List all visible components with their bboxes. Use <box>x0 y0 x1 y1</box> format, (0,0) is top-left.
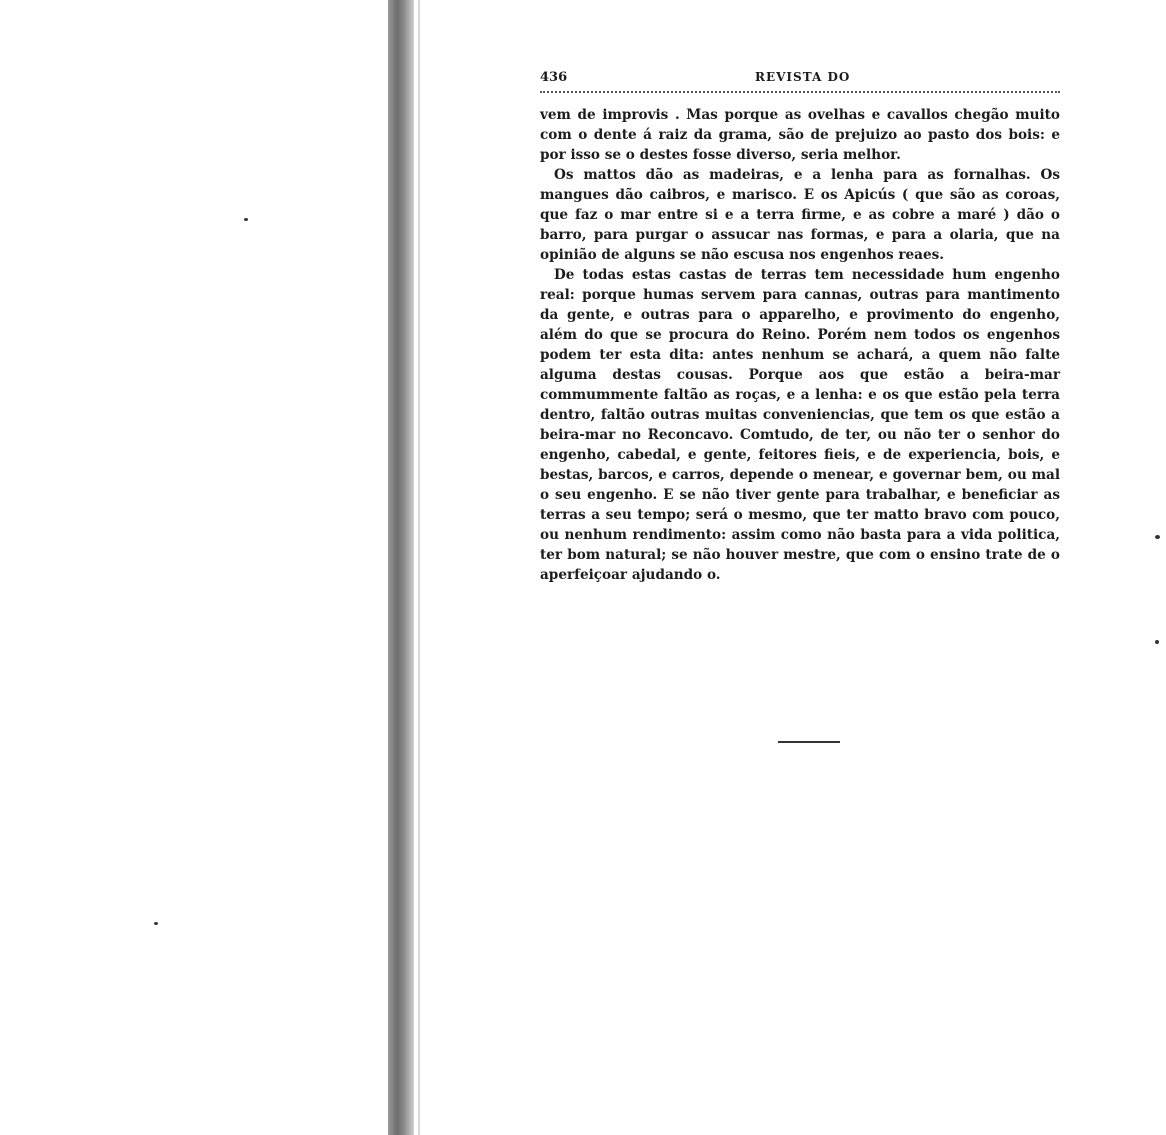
scan-speck <box>154 922 158 925</box>
body-text <box>540 105 1060 585</box>
page-number: 436 <box>540 70 568 85</box>
page-text-block <box>540 70 1060 585</box>
scan-speck <box>244 218 248 221</box>
section-end-rule <box>778 741 840 743</box>
paragraph: De todas estas castas de terras tem necessidade hum engenho real: porque humas servem para cannas, outras para mantimento da gente, e outras para o apparelho, e provimento do engenho, além do que se procura do Reino. Porém nem todos os engenhos podem ter esta dita: antes nenhum se achará, a quem não falte alguma destas cousas. Porque aos que estão a beira-mar commummente faltão as roças, e a lenha: e os que estão pela terra dentro, faltão outras muitas conveniencias, que tem os que estão a beira-mar no Reconcavo. Comtudo, de ter, ou não ter o senhor do engenho, cabedal, e gente, feitores fieis, e de experiencia, bois, e bestas, barcos, e carros, depende o menear, e governar bem, ou mal o seu engenho. E se não tiver gente para trabalhar, e beneficiar as terras a seu tempo; será o mesmo, que ter matto bravo com pouco, ou nenhum rendimento: assim como não basta para a vida politica, ter bom natural; se não houver mestre, que com o ensino trate de o aperfeiçoar ajudando o. <box>540 267 1060 583</box>
scan-speck <box>1155 535 1160 539</box>
paragraph: vem de improvis . Mas porque as ovelhas e cavallos chegão muito com o dente á raiz da grama, são de prejuizo ao pasto dos bois: e por isso se o destes fosse diverso, seria melhor. <box>540 107 1060 163</box>
running-title: REVISTA DO <box>755 70 851 84</box>
paragraph: Os mattos dão as madeiras, e a lenha para as fornalhas. Os mangues dão caibros, e marisco. E os Apicús ( que são as coroas, que faz o mar entre si e a terra firme, e as cobre a maré ) dão o barro, para purgar o assucar nas formas, e para a olaria, que na opinião de alguns se não escusa nos engenhos reaes. <box>540 167 1060 263</box>
gutter-edge-line <box>418 0 420 1135</box>
scan-speck <box>1155 640 1159 644</box>
book-gutter-shadow <box>388 0 414 1135</box>
page-header <box>540 70 1060 93</box>
